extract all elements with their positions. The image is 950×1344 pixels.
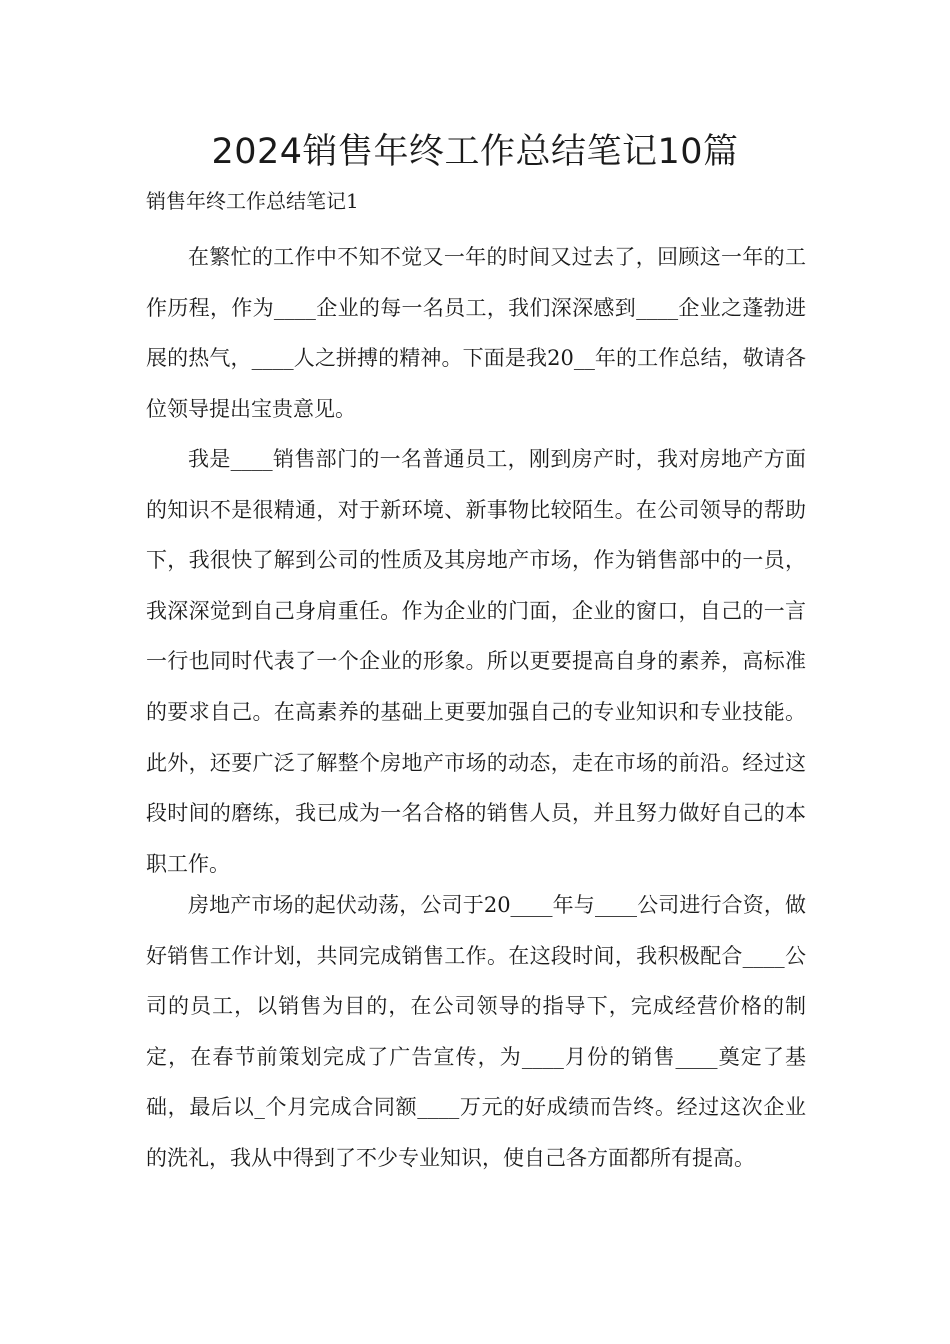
section-heading: 销售年终工作总结笔记1 (146, 189, 359, 213)
paragraph-3: 房地产市场的起伏动荡，公司于20____年与____公司进行合资，做好销售工作计划，共同完成销售工作。在这段时间，我积极配合____公司的员工，以销售为目的，在公司领导的指导下，完成经营价格的制定，在春节前策划完成了广告宣传，为____月份的销售____奠定了基础，最后以_个月完成合同额____万元的好成绩而告终。经过这次企业的洗礼，我从中得到了不少专业知识，使自己各方面都所有提高。 (146, 893, 806, 1170)
paragraph-2: 我是____销售部门的一名普通员工，刚到房产时，我对房地产方面的知识不是很精通，对于新环境、新事物比较陌生。在公司领导的帮助下，我很快了解到公司的性质及其房地产市场，作为销售部中的一员，我深深觉到自己身肩重任。作为企业的门面，企业的窗口，自己的一言一行也同时代表了一个企业的形象。所以更要提高自身的素养，高标准的要求自己。在高素养的基础上更要加强自己的专业知识和专业技能。此外，还要广泛了解整个房地产市场的动态，走在市场的前沿。经过这段时间的磨练，我已成为一名合格的销售人员，并且努力做好自己的本职工作。 (146, 447, 806, 876)
document-title: 2024销售年终工作总结笔记10篇 (211, 132, 739, 172)
paragraph-1: 在繁忙的工作中不知不觉又一年的时间又过去了，回顾这一年的工作历程，作为____企业的每一名员工，我们深深感到____企业之蓬勃进展的热气，____人之拼搏的精神。下面是我20__年的工作总结，敬请各位领导提出宝贵意见。 (146, 245, 806, 421)
